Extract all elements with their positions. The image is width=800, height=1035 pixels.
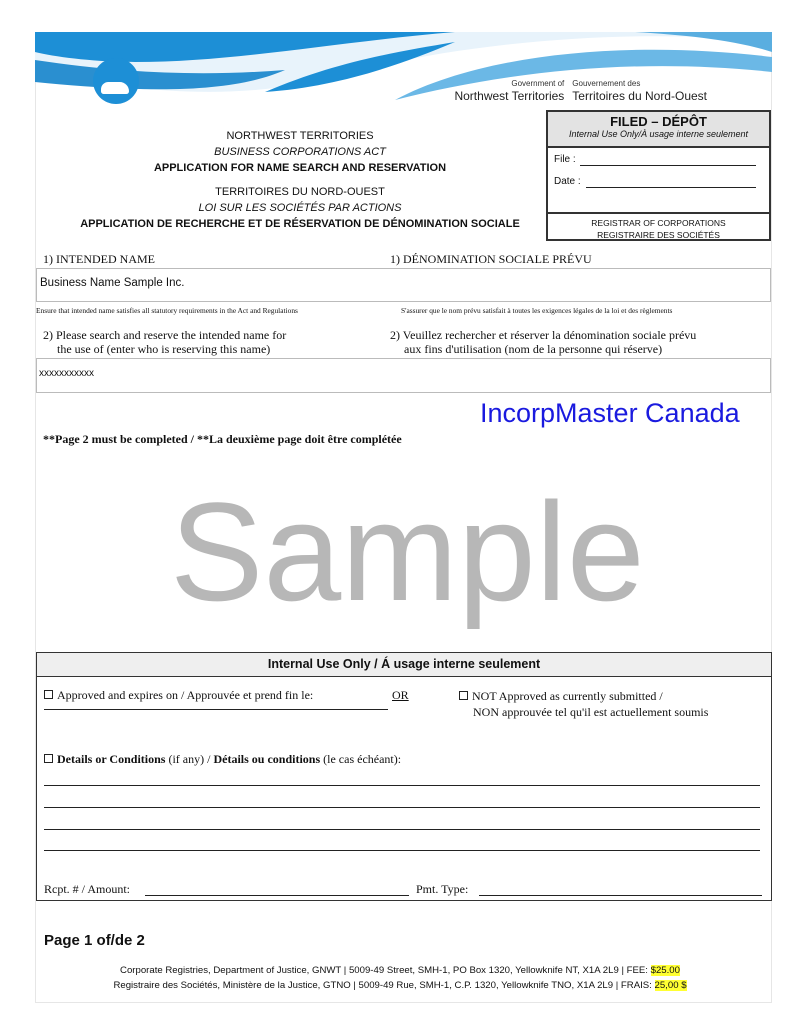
not-approved-label-2: NON approuvée tel qu'il est actuellement soumis (473, 705, 709, 719)
fee-en: $25.00 (650, 965, 680, 976)
not-approved-label-1: NOT Approved as currently submitted / (472, 689, 663, 703)
section1-label-en: 1) INTENDED NAME (43, 252, 155, 266)
section1-note-en: Ensure that intended name satisfies all statutory requirements in the Act and Regulations (36, 306, 298, 315)
details-qualifier-fr: (le cas échéant): (320, 752, 402, 766)
section2-label-fr-2: aux fins d'utilisation (nom de la personne qui réserve) (404, 342, 663, 356)
polar-bear-icon (101, 82, 129, 94)
details-checkbox[interactable] (44, 754, 53, 763)
approved-checkbox[interactable] (44, 690, 53, 699)
section2-label-fr-1: 2) Veuillez rechercher et réserver la dénomination sociale prévu (390, 328, 697, 342)
reserver-input[interactable] (36, 358, 771, 393)
details-label-en: Details or Conditions (57, 752, 166, 766)
sample-watermark: Sample (170, 473, 645, 630)
expiry-date-field[interactable] (44, 709, 388, 710)
gnwt-logo (93, 58, 139, 104)
registrar-en: REGISTRAR OF CORPORATIONS (591, 218, 726, 228)
registrar-fr: REGISTRAIRE DES SOCIÉTÉS (597, 230, 720, 240)
incorpmaster-watermark: IncorpMaster Canada (480, 398, 740, 428)
approved-label: Approved and expires on / Approuvée et prend fin le: (57, 688, 314, 702)
date-field[interactable] (586, 187, 756, 188)
government-wordmark (454, 79, 707, 103)
page2-note: **Page 2 must be completed / **La deuxième page doit être complétée (43, 432, 402, 446)
filed-subtitle: Internal Use Only/À usage interne seulement (568, 129, 749, 139)
intended-name-input[interactable] (36, 268, 771, 302)
section2-label-en (43, 328, 286, 356)
title-en-2: BUSINESS CORPORATIONS ACT (214, 146, 386, 158)
file-field[interactable] (580, 165, 756, 166)
file-label: File : (554, 154, 576, 165)
date-label: Date : (554, 176, 581, 187)
section2-label-en-1: 2) Please search and reserve the intended name for (43, 328, 287, 342)
title-en-1: NORTHWEST TERRITORIES (226, 130, 374, 142)
section2-label-fr (390, 328, 696, 356)
section1-label-fr: 1) DÉNOMINATION SOCIALE PRÉVU (390, 252, 592, 266)
details-line-3[interactable] (44, 829, 760, 830)
title-fr-3: APPLICATION DE RECHERCHE ET DE RÉSERVATION DE DÉNOMINATION SOCIALE (80, 218, 520, 230)
or-label: OR (392, 688, 409, 702)
internal-title: Internal Use Only / Á usage interne seulement (37, 653, 771, 677)
footer-line-en: Corporate Registries, Department of Justice, GNWT | 5009-49 Street, SMH-1, PO Box 1320, Yellowknife NT, X1A 2L9 | FEE: (120, 965, 651, 976)
gov-fr-small: Gouvernement des (572, 79, 641, 88)
gov-en-small: Government of (511, 79, 565, 88)
section2-label-en-2: the use of (enter who is reserving this name) (57, 342, 271, 356)
footer (0, 963, 800, 993)
title-en-3: APPLICATION FOR NAME SEARCH AND RESERVATION (153, 162, 447, 174)
intended-name-value: Business Name Sample Inc. (40, 277, 185, 289)
title-fr-1: TERRITOIRES DU NORD-OUEST (215, 186, 385, 198)
internal-use-box (36, 652, 772, 901)
page-number: Page 1 of/de 2 (44, 932, 145, 949)
gov-en: Northwest Territories (454, 89, 565, 103)
footer-line-fr: Registraire des Sociétés, Ministère de la Justice, GTNO | 5009-49 Rue, SMH-1, C.P. 1320, Yellowknife TNO, X1A 2L9 | FRAIS: (113, 980, 655, 991)
section1-note-fr: S'assurer que le nom prévu satisfait à toutes les exigences légales de la loi et des règlements (401, 306, 673, 315)
details-label-fr: Détails ou conditions (213, 752, 321, 766)
form-title (60, 128, 540, 232)
filed-title: FILED – DÉPÔT (610, 114, 707, 129)
fee-fr: 25,00 $ (654, 980, 687, 991)
details-line-4[interactable] (44, 850, 760, 851)
details-line-2[interactable] (44, 807, 760, 808)
title-fr-2: LOI SUR LES SOCIÉTÉS PAR ACTIONS (198, 202, 402, 214)
details-qualifier-en: (if any) / (165, 752, 214, 766)
pmt-field[interactable] (479, 895, 762, 896)
filed-box (546, 110, 771, 241)
not-approved-checkbox[interactable] (459, 691, 468, 700)
pmt-label: Pmt. Type: (416, 882, 469, 896)
details-line-1[interactable] (44, 785, 760, 786)
reserver-value: xxxxxxxxxxx (39, 368, 94, 379)
rcpt-label: Rcpt. # / Amount: (44, 882, 131, 896)
rcpt-field[interactable] (145, 895, 409, 896)
gov-fr: Territoires du Nord-Ouest (572, 89, 707, 103)
